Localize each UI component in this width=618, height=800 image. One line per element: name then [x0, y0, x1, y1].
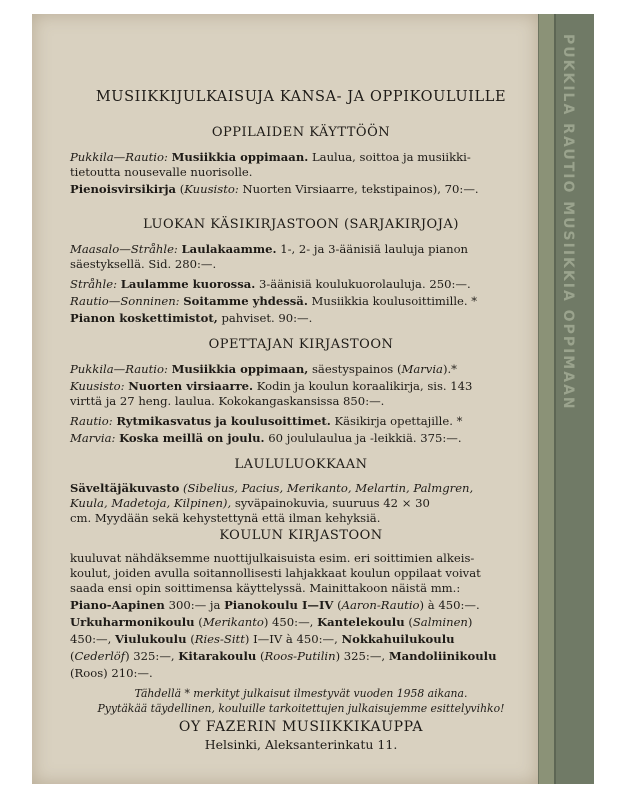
entry-line: [70, 379, 472, 393]
entry-line: [70, 182, 479, 196]
entry-paren: (: [179, 182, 185, 196]
entry-line: [70, 311, 312, 325]
entry-work: Soitamme yhdessä.: [183, 294, 308, 308]
body-line: kuuluvat nähdäksemme nuottijulkaisuista esim. eri soittimien alkeis-: [70, 551, 475, 565]
school-author: Aaron-Rautio: [341, 598, 420, 612]
paren: ): [467, 615, 473, 629]
body-line: koulut, joiden avulla soitannollisesti lahjakkaat koulun oppilaat voivat: [70, 566, 481, 580]
entry-author: Marvia:: [70, 431, 116, 445]
entry-line: [70, 277, 471, 291]
section-heading-luokan: LUOKAN KÄSIKIRJASTOON (SARJAKIRJOJA): [143, 217, 459, 232]
entry-desc: 3-äänisiä koulukuorolauluja. 250:—.: [258, 277, 471, 291]
composer-names: (Sibelius, Pacius, Merikanto, Melartin, Palmgren,: [183, 481, 474, 495]
entry-author: Maasalo—Stråhle:: [70, 242, 178, 256]
footnote-request: Pyytäkää täydellinen, kouluille tarkoitettujen julkaisujemme esittelyvihko!: [97, 702, 505, 715]
spine-edge: [538, 14, 555, 784]
section-heading-opettajan: OPETTAJAN KIRJASTOON: [208, 337, 394, 352]
spine-title: PUKKILA RAUTIO MUSIIKKIA OPPIMAAN: [560, 34, 576, 411]
entry-work: Koska meillä on joulu.: [119, 431, 265, 445]
entry-author: Rautio—Sonninen:: [70, 294, 180, 308]
school-author: Merikanto: [202, 615, 264, 629]
book-spine: [554, 14, 594, 784]
entry-desc: Nuorten Virsiaarre, tekstipainos), 70:—.: [242, 182, 479, 196]
school-author: Ries-Sitt: [194, 632, 245, 646]
entry-work: Laulamme kuorossa.: [120, 277, 256, 291]
book-back-cover: [32, 14, 592, 784]
entry-line-cont: tietoutta nousevalle nuorisolle.: [70, 165, 253, 179]
catalog-title: MUSIIKKIJULKAISUJA KANSA- JA OPPIKOULUILLE: [95, 89, 507, 105]
section-heading-laululuokkaan: LAULULUOKKAAN: [234, 457, 368, 472]
entry-line: [70, 496, 430, 510]
school-title: Pianokoulu I—IV: [224, 598, 334, 612]
body-line: (Roos) 210:—.: [70, 666, 153, 680]
entry-desc: Musiikkia koulusoittimille. *: [311, 294, 478, 308]
body-line: [70, 615, 472, 629]
school-title: Mandoliinikoulu: [388, 649, 497, 663]
entry-author: Kuusisto:: [70, 379, 125, 393]
school-title: Viulukoulu: [115, 632, 187, 646]
composer-names: Kuula, Madetoja, Kilpinen),: [70, 496, 232, 510]
publisher-address: Helsinki, Aleksanterinkatu 11.: [204, 737, 398, 752]
paren: (: [190, 632, 195, 646]
body-line: [70, 598, 480, 612]
entry-author: Stråhle:: [70, 277, 117, 291]
entry-line-cont: virttä ja 27 heng. laulua. Kokokangaskansissa 850:—.: [70, 394, 385, 408]
entry-desc: Laulua, soittoa ja musiikki-: [311, 150, 471, 164]
entry-work: Musiikkia oppimaan,: [171, 362, 309, 376]
school-title: Urkuharmonikoulu: [70, 615, 195, 629]
entry-author: Kuusisto:: [184, 182, 239, 196]
school-title: Nokkahuilukoulu: [341, 632, 455, 646]
entry-work: Pienoisvirsikirja: [70, 182, 177, 196]
entry-line-cont: säestyksellä. Sid. 280:—.: [70, 257, 217, 271]
entry-line: [70, 242, 468, 256]
entry-work: Nuorten virsiaarre.: [128, 379, 254, 393]
paren: (: [259, 649, 265, 663]
publisher-name: OY FAZERIN MUSIIKKIKAUPPA: [178, 719, 424, 735]
school-author: Salminen: [412, 615, 468, 629]
paren: (: [408, 615, 413, 629]
entry-work: Rytmikasvatus ja koulusoittimet.: [116, 414, 331, 428]
paren: (: [337, 598, 342, 612]
entry-desc: pahviset. 90:—.: [221, 311, 313, 325]
price: ) 450:—,: [263, 615, 314, 629]
price: ) I—IV à 450:—,: [244, 632, 338, 646]
section-heading-oppilaiden: OPPILAIDEN KÄYTTÖÖN: [211, 125, 391, 140]
entry-author: Pukkila—Rautio:: [70, 362, 168, 376]
entry-end: ).*: [442, 362, 457, 376]
entry-desc: Käsikirja opettajille. *: [334, 414, 463, 428]
price: ) à 450:—.: [419, 598, 480, 612]
school-title: Kitarakoulu: [178, 649, 257, 663]
entry-publisher: Marvia: [401, 362, 443, 376]
paren: (: [198, 615, 203, 629]
school-author: Cederlöf: [74, 649, 126, 663]
entry-desc: säestyspainos (: [311, 362, 402, 376]
entry-line: [70, 481, 473, 495]
body-line: [70, 632, 455, 646]
price: ) 325:—,: [335, 649, 386, 663]
entry-desc: Kodin ja koulun koraalikirja, sis. 143: [256, 379, 473, 393]
price: ) 325:—,: [125, 649, 175, 663]
school-author: Roos-Putilin: [264, 649, 336, 663]
body-line: [70, 649, 497, 663]
body-line: saada ensi opin soittimensa käyttelyssä. Mainittakoon näistä mm.:: [70, 581, 461, 595]
entry-desc: syväpainokuvia, suuruus 42 × 30: [234, 496, 430, 510]
entry-work: Laulakaamme.: [181, 242, 277, 256]
price: 450:—,: [70, 632, 112, 646]
entry-work: Pianon koskettimistot,: [70, 311, 218, 325]
price: 300:— ja: [168, 598, 221, 612]
entry-author: Rautio:: [70, 414, 113, 428]
cover-page: [32, 14, 538, 784]
entry-work: Musiikkia oppimaan.: [171, 150, 309, 164]
entry-line: [70, 294, 477, 308]
school-title: Kantelekoulu: [317, 615, 405, 629]
entry-author: Pukkila—Rautio:: [70, 150, 168, 164]
entry-desc: 60 joululaulua ja -leikkiä. 375:—.: [268, 431, 462, 445]
entry-line: [70, 431, 462, 445]
entry-desc: 1-, 2- ja 3-äänisiä lauluja pianon: [280, 242, 469, 256]
entry-work: Säveltäjäkuvasto: [70, 481, 180, 495]
footnote-star: Tähdellä * merkityt julkaisut ilmestyvät vuoden 1958 aikana.: [134, 687, 468, 700]
entry-line: [70, 414, 462, 428]
school-title: Piano-Aapinen: [70, 598, 165, 612]
entry-line: [70, 362, 457, 376]
entry-line: [70, 150, 471, 164]
entry-line-cont: cm. Myydään sekä kehystettynä että ilman kehyksiä.: [70, 511, 381, 525]
section-heading-koulun: KOULUN KIRJASTOON: [219, 528, 383, 543]
paren: (: [70, 649, 75, 663]
